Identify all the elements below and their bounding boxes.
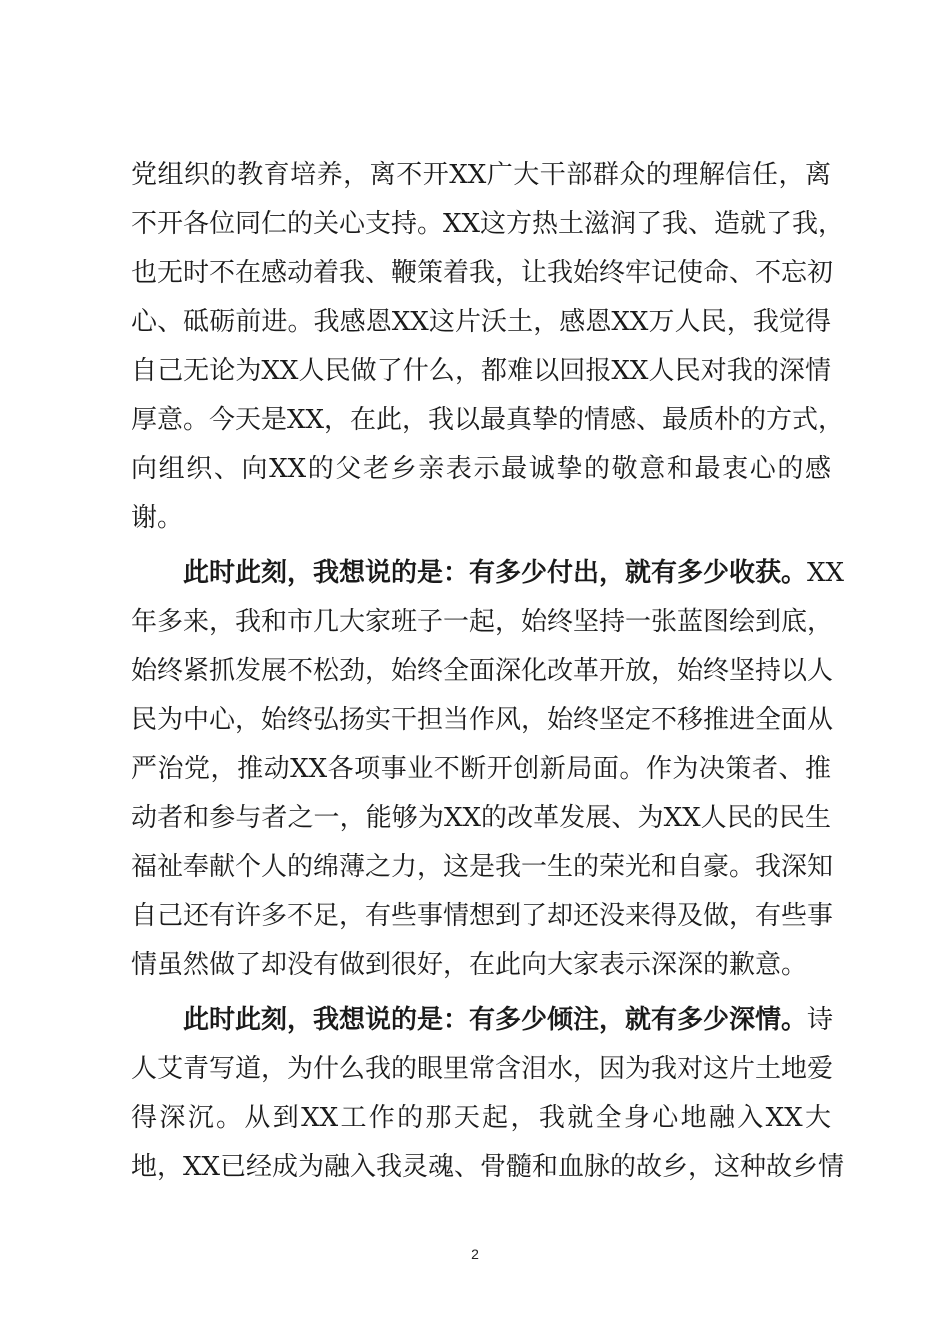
paragraph-1-line-4: 心、砥砺前进。我感恩XX这片沃土，感恩XX万人民，我觉得: [131, 307, 831, 337]
paragraph-2-first-line: [183, 550, 845, 596]
paragraph-1-line-2: 不开各位同仁的关心支持。XX这方热土滋润了我、造就了我，: [131, 209, 845, 239]
paragraph-3-line-4: 地，XX已经成为融入我灵魂、骨髓和血脉的故乡，这种故乡情: [131, 1152, 845, 1182]
paragraph-2-line-9: 情虽然做了却没有做到很好，在此向大家表示深深的歉意。: [131, 950, 808, 980]
paragraph-3-line-3: 得深沉。从到XX工作的那天起，我就全身心地融入XX大: [131, 1103, 831, 1133]
page-number: 2: [471, 1246, 479, 1262]
paragraph-1-line-5: 自己无论为XX人民做了什么，都难以回报XX人民对我的深情: [131, 356, 831, 386]
paragraph-1-line-8: 谢。: [131, 503, 184, 533]
paragraph-2-line-5: 严治党，推动XX各项事业不断开创新局面。作为决策者、推: [131, 754, 831, 784]
paragraph-2-first-line-rest: XX: [807, 558, 845, 588]
paragraph-2-line-2: 年多来，我和市几大家班子一起，始终坚持一张蓝图绘到底，: [131, 607, 834, 637]
paragraph-3-first-line: [183, 997, 834, 1043]
paragraph-2-line-4: 民为中心，始终弘扬实干担当作风，始终坚定不移推进全面从: [131, 705, 834, 735]
paragraph-2-line-7: 福祉奉献个人的绵薄之力，这是我一生的荣光和自豪。我深知: [131, 852, 834, 882]
paragraph-2-line-6: 动者和参与者之一，能够为XX的改革发展、为XX人民的民生: [131, 803, 831, 833]
paragraph-2-bold-lead: 此时此刻，我想说的是：有多少付出，就有多少收获。: [183, 558, 808, 588]
paragraph-1-line-3: 也无时不在感动着我、鞭策着我，让我始终牢记使命、不忘初: [131, 258, 834, 288]
paragraph-2-line-8: 自己还有许多不足，有些事情想到了却还没来得及做，有些事: [131, 901, 834, 931]
paragraph-3-first-line-rest: 诗: [807, 1005, 834, 1035]
paragraph-2-line-3: 始终紧抓发展不松劲，始终全面深化改革开放，始终坚持以人: [131, 656, 834, 686]
paragraph-1-line-6: 厚意。今天是XX，在此，我以最真挚的情感、最质朴的方式，: [131, 405, 845, 435]
paragraph-3-bold-lead: 此时此刻，我想说的是：有多少倾注，就有多少深情。: [183, 1005, 808, 1035]
paragraph-1-line-1: 党组织的教育培养，离不开XX广大干部群众的理解信任，离: [131, 160, 831, 190]
paragraph-3-line-2: 人艾青写道，为什么我的眼里常含泪水，因为我对这片土地爱: [131, 1054, 834, 1084]
paragraph-1-line-7: 向组织、向XX的父老乡亲表示最诚挚的敬意和最衷心的感: [131, 454, 831, 484]
